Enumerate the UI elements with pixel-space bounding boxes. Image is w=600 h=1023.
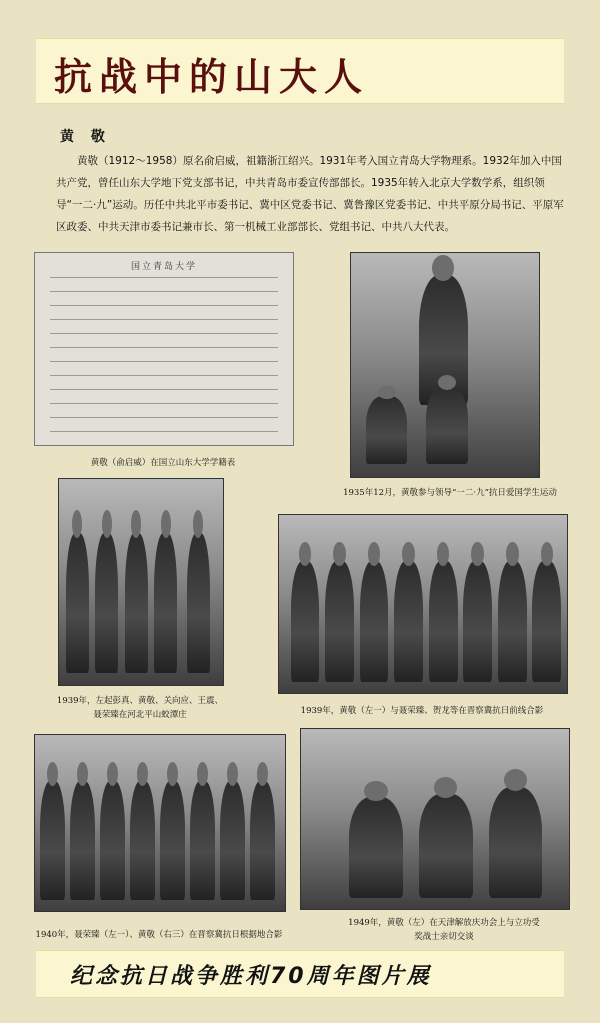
person-name: 黄 敬 — [60, 129, 111, 145]
footer-banner — [36, 950, 564, 998]
page-title: 抗战中的山大人 — [54, 55, 370, 99]
document-header: 国立青岛大学 — [130, 262, 197, 272]
tianjin-1949-photo — [300, 728, 570, 910]
group-photo-1939-front — [278, 514, 568, 694]
photo-caption: 黄敬（俞启威）在国立山东大学学籍表 — [90, 458, 236, 468]
group-photo-1940 — [34, 734, 286, 912]
photo-caption: 1949年，黄敬（左）在天津解放庆功会上与立功受奖战士亲切交谈 — [348, 918, 540, 942]
photo-caption: 1940年，聂荣臻（左一）、黄敬（右三）在晋察冀抗日根据地合影 — [35, 930, 283, 940]
student-record-photo — [34, 252, 294, 446]
person-bio: 黄敬（1912～1958）原名俞启威，祖籍浙江绍兴。1931年考入国立青岛大学物理系。1932年加入中国共产党，曾任山东大学地下党支部书记，中共青岛市委宣传部部长。1935年转入北京大学数学系，组织领导“一二·九”运动。历任中共北平市委书记、冀中区党委书记、冀鲁豫区党委书记、中共平原分局书记、平原军区政委、中共天津市委书记兼市长、第一机械工业部部长、党组书记、中共八大代表。 — [56, 155, 564, 233]
group-photo-1939-pingshan — [58, 478, 224, 686]
student-movement-photo — [350, 252, 540, 478]
photo-caption: 1939年，黄敬（左一）与聂荣臻、贺龙等在晋察冀抗日前线合影 — [300, 706, 544, 716]
photo-caption: 1939年，左起彭真、黄敬、关向应、王震、聂荣臻在河北平山蛟潭庄 — [56, 696, 224, 720]
exhibition-title: 纪念抗日战争胜利70周年图片展 — [70, 964, 432, 989]
title-banner — [36, 38, 564, 104]
photo-caption: 1935年12月，黄敬参与领导“一二·九”抗日爱国学生运动 — [343, 488, 557, 498]
